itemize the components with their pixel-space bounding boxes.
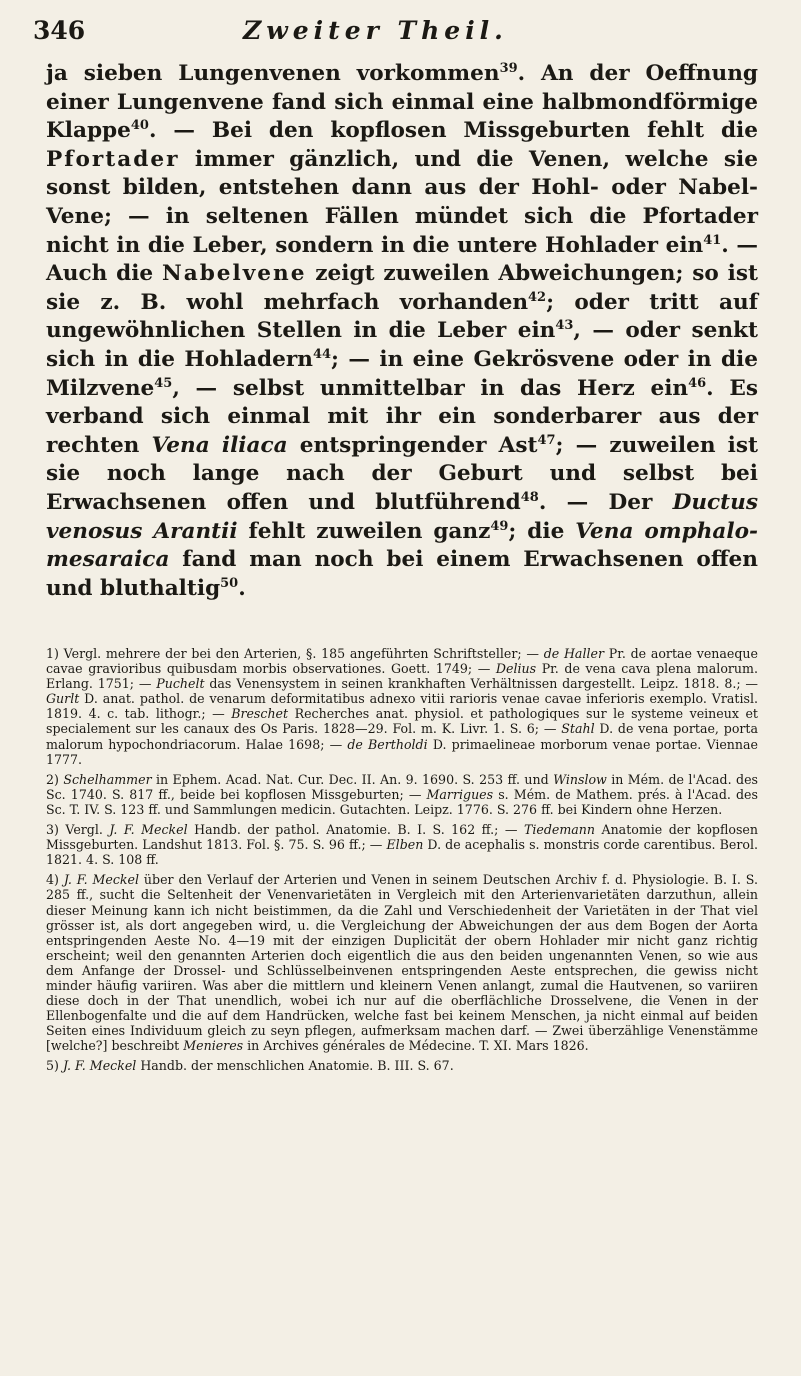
- footnote-ref: 39: [499, 60, 518, 76]
- text-run: entspringender Ast: [287, 432, 538, 458]
- text-run: Stahl: [561, 721, 595, 737]
- text-run: in Mém. de l'Acad. des Sc. 1740. S. 817 ff., beide bei kopflosen Missgeburten; —: [46, 771, 759, 802]
- text-run: , — selbst unmittelbar in das Herz ein: [172, 375, 689, 401]
- text-run: . Es verband sich einmal mit ihr ein sonderbarer aus der rechten: [46, 375, 758, 458]
- text-run: Breschet: [231, 706, 289, 722]
- text-run: J. F. Meckel: [109, 822, 188, 838]
- main-paragraph: [46, 60, 758, 603]
- text-run: ; — zuweilen ist sie noch lange nach der Geburt und selbst bei Erwachsenen offen und blutführend: [46, 432, 758, 515]
- text-run: . — Bei den kopflosen Missgeburten fehlt die: [148, 118, 758, 144]
- running-head: Zweiter Theil.: [243, 16, 508, 45]
- page-number: 346: [33, 16, 86, 45]
- text-run: Winslow: [553, 771, 607, 787]
- footnote-ref: 49: [490, 518, 509, 534]
- text-run: Pr. de aortae venaeque cavae gravioribus quibusdam morbis observationes. Goett. 1749; —: [46, 646, 758, 677]
- term-vena-iliaca: Vena iliaca: [151, 432, 288, 458]
- footnote-ref: 47: [537, 432, 556, 448]
- term-vena-omphalo-mesaraica: Vena omphalo-mesaraica: [46, 518, 758, 573]
- text-run: Menieres: [183, 1038, 244, 1054]
- footnote-ref: 45: [154, 375, 173, 391]
- footnote-ref: 50: [220, 575, 239, 591]
- page-header: [33, 14, 753, 54]
- text-run: Pr. de vena cava plena malorum. Erlang. 1751; —: [46, 661, 758, 692]
- text-run: in Ephem. Acad. Nat. Cur. Dec. II. An. 9. 1690. S. 253 ff. und: [151, 771, 554, 787]
- text-run: Marrigues: [426, 786, 494, 802]
- text-run: Delius: [495, 661, 537, 677]
- text-run: . — Der: [538, 489, 673, 515]
- term-nabelvene: Nabelvene: [161, 261, 307, 287]
- footnote-ref: 44: [312, 346, 331, 362]
- term-ductus-venosus: Ductus venosus Arantii: [46, 489, 758, 544]
- text-run: D. primaelineae morborum venae portae. Viennae 1777.: [46, 736, 758, 767]
- text-run: fand man noch bei einem Erwachsenen offen und bluthaltig: [46, 547, 758, 601]
- text-run: 2): [46, 771, 64, 787]
- text-run: D. de vena portae, porta malorum hypochondriacorum. Halae 1698; —: [46, 721, 758, 752]
- footnote-ref: 43: [555, 318, 574, 334]
- text-run: Schelhammer: [63, 771, 152, 787]
- text-run: . An der Oeffnung einer Lungenvene fand sich einmal eine halbmondförmige Klappe: [46, 61, 758, 144]
- text-run: .: [238, 575, 246, 601]
- text-run: Anatomie der kopflosen Missgeburten. Landshut 1813. Fol. §. 75. S. 96 ff.; —: [46, 822, 759, 853]
- text-run: Puchelt: [156, 676, 205, 692]
- footnote-ref: 42: [528, 289, 547, 305]
- text-run: 3) Vergl.: [46, 822, 110, 838]
- text-run: D. anat. pathol. de venarum deformitatibus adnexo vitii rarioris venae cavae inferioris exemplo. Vratisl. 1819. 4. c. tab. lithogr.; —: [46, 691, 758, 722]
- term-pfortader: Pfortader: [46, 146, 180, 172]
- text-run: Handb. der pathol. Anatomie. B. I. S. 162 ff.; —: [187, 822, 524, 838]
- footnote-5: [46, 1058, 758, 1073]
- text-run: das Venensystem in seinen krankhaften Verhältnissen dargestellt. Leipz. 1818. 8.; —: [204, 676, 759, 692]
- text-run: Gurlt: [46, 691, 80, 707]
- text-run: immer gänzlich, und die Venen, welche sie sonst bilden, entstehen dann aus der Hohl- oder Nabel-Vene; — in seltenen Fällen mündet sich die Pfortader nicht in die Leber, sondern in die untere Hohlader ein: [46, 146, 758, 258]
- text-run: ; — in eine Gekrösvene oder in die Milzvene: [46, 346, 758, 401]
- text-run: D. de acephalis s. monstris corde carentibus. Berol. 1821. 4. S. 108 ff.: [46, 837, 758, 868]
- text-run: ; oder tritt auf ungewöhnlichen Stellen in die Leber ein: [46, 289, 758, 344]
- text-run: J. F. Meckel: [63, 872, 139, 888]
- text-run: Recherches anat. physiol. et pathologiques sur le systeme veineux et specialement sur les canaux des Os Paris. 1828—29. Fol. m. K. Livr. 1. S. 6; —: [46, 706, 758, 737]
- text-run: Tiedemann: [523, 822, 596, 838]
- footnotes: [46, 646, 758, 1074]
- text-run: 4): [46, 872, 64, 888]
- text-run: de Bertholdi: [347, 736, 428, 752]
- footnote-2: [46, 772, 758, 817]
- text-run: fehlt zuweilen ganz: [237, 518, 491, 544]
- footnote-1: [46, 646, 758, 767]
- main-text: [46, 60, 758, 603]
- text-run: ; die: [508, 518, 576, 544]
- text-run: 1) Vergl. mehrere der bei den Arterien, §. 185 angeführten Schriftsteller; —: [46, 646, 544, 661]
- text-run: de Haller: [543, 646, 604, 661]
- text-run: , — oder senkt sich in die Hohladern: [46, 318, 758, 372]
- text-run: Elben: [386, 837, 424, 853]
- text-run: ja sieben Lungenvenen vorkommen: [46, 61, 500, 86]
- footnote-ref: 40: [130, 118, 149, 133]
- footnote-ref: 48: [520, 489, 539, 505]
- footnote-4: [46, 872, 758, 1053]
- footnote-ref: 41: [703, 232, 722, 248]
- text-run: über den Verlauf der Arterien und Venen in seinem Deutschen Archiv f. d. Physiologie. B. I. S. 285 ff., sucht die Seltenheit der Venenvarietäten in Vergleich mit den Arterienvarietäten darzuthun, allein dieser Meinung kann ich nicht beistimmen, da die Zahl und Verschiedenheit der Varietäten in der That viel grösser ist, als dort angegeben wird, u. die Vergleichung der Abweichungen der aus dem Bogen der Aorta entspringenden Aeste No. 4—19 mit der einzigen Duplicität der obern Hohlader mir nicht ganz richtig erscheint; weil den genannten Arterien doch eigentlich die aus den beiden ungenannten Venen, so wie aus dem Anfange der Drossel- und Schlüsselbeinvenen entspringenden Aeste entsprechen, die gewiss nicht minder häufig variiren. Was aber die mittlern und kleinern Venen anlangt, zumal die Hautvenen, so variiren diese doch in der That unendlich, wobei ich nur auf die oberflächliche Drosselvene, die Venen in der Ellenbogenfalte und die auf dem Handrücken, welche fast bei keinem Menschen, ja nicht einmal auf beiden Seiten eines Individuum gleich zu seyn pflegen, aufmerksam machen darf. — Zwei überzählige Venenstämme [welche?] beschreibt: [46, 872, 758, 1054]
- text-run: 5): [46, 1058, 63, 1074]
- text-run: zeigt zuweilen Abweichungen; so ist sie z. B. wohl mehrfach vorhanden: [46, 261, 758, 315]
- text-run: Handb. der menschlichen Anatomie. B. III. S. 67.: [136, 1058, 454, 1074]
- text-run: . — Auch die: [46, 232, 758, 287]
- text-run: J. F. Meckel: [62, 1058, 137, 1074]
- text-run: s. Mém. de Mathem. prés. à l'Acad. des Sc. T. IV. S. 123 ff. und Sammlungen medicin. Gutachten. Leipz. 1776. S. 276 ff. bei Kindern ohne Herzen.: [46, 786, 758, 817]
- footnote-ref: 46: [688, 375, 707, 391]
- text-run: in Archives générales de Médecine. T. XI. Mars 1826.: [243, 1038, 589, 1054]
- footnote-3: [46, 822, 758, 867]
